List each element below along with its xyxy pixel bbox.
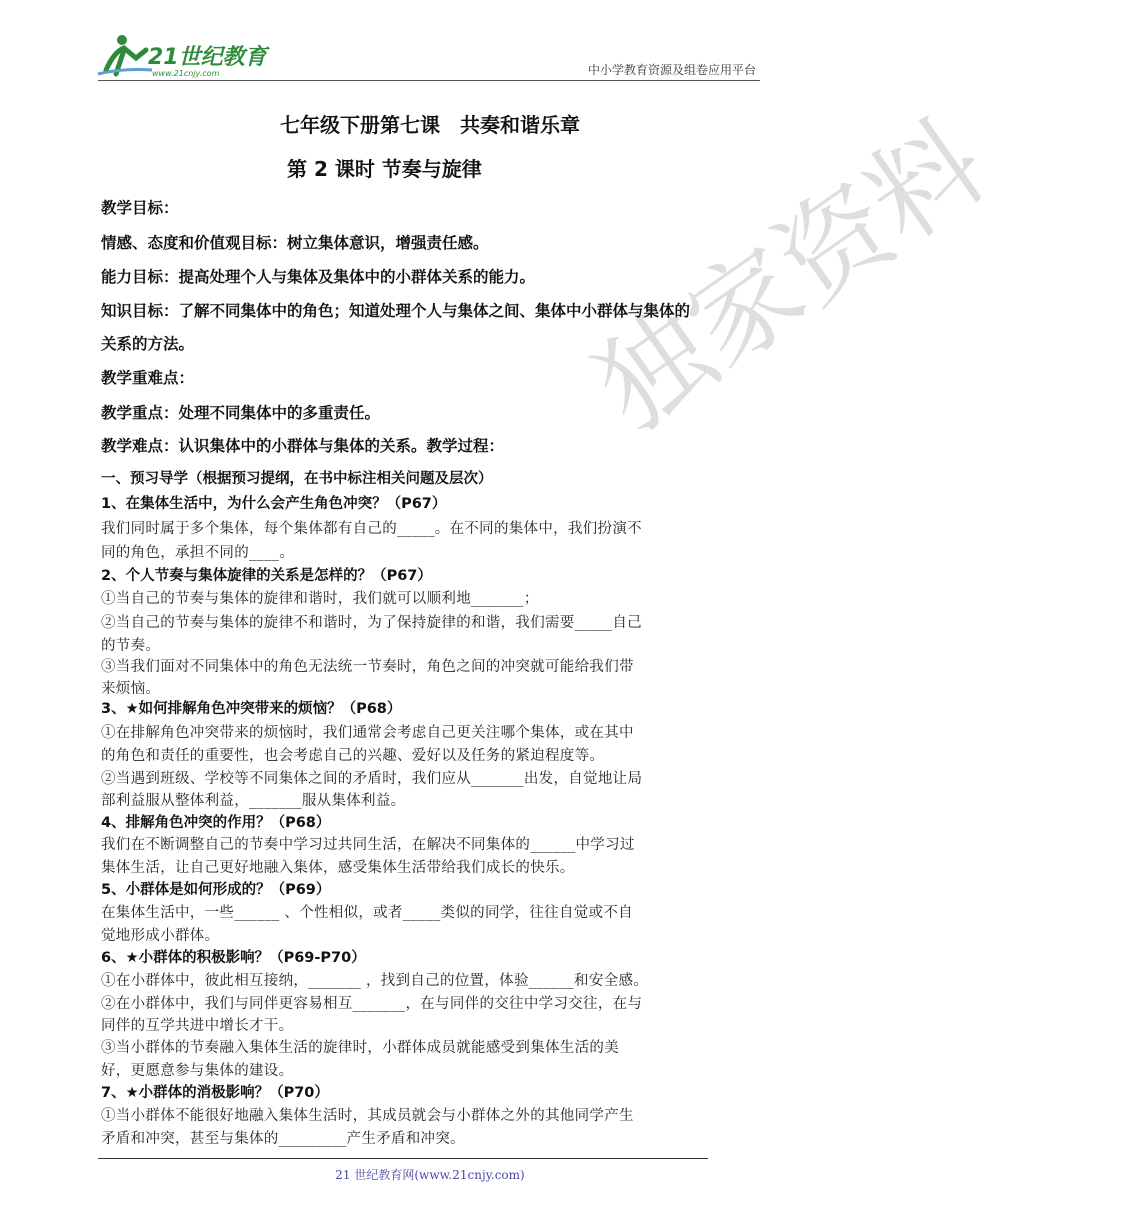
logo-graphic — [92, 30, 267, 80]
q3-line: ②当遇到班级、学校等不同集体之间的矛盾时，我们应从_______出发，自觉地让局 — [101, 771, 643, 787]
q2-line: 的节奏。 — [101, 638, 161, 654]
q6-line: ③当小群体的节奏融入集体生活的旋律时，小群体成员就能感受到集体生活的美 — [101, 1040, 619, 1056]
logo-url: www.21cnjy.com — [152, 69, 220, 78]
q3-title: 3、★如何排解角色冲突带来的烦恼？（P68） — [101, 701, 402, 717]
goal-emotion: 情感、态度和价值观目标：树立集体意识，增强责任感。 — [101, 234, 489, 252]
q4-line: 我们在不断调整自己的节奏中学习过共同生活，在解决不同集体的______中学习过 — [101, 837, 635, 853]
page-subtitle: 第 2 课时 节奏与旋律 — [287, 157, 482, 181]
q2-line: ①当自己的节奏与集体的旋律和谐时，我们就可以顺利地_______； — [101, 591, 539, 607]
q4-line: 集体生活，让自己更好地融入集体，感受集体生活带给我们成长的快乐。 — [101, 860, 575, 876]
section-heading: 一、预习导学（根据预习提纲，在书中标注相关问题及层次） — [101, 471, 493, 487]
goal-ability: 能力目标：提高处理个人与集体及集体中的小群体关系的能力。 — [101, 268, 536, 286]
goals-heading: 教学目标： — [101, 199, 179, 217]
q6-line: ②在小群体中，我们与同伴更容易相互_______，在与同伴的交往中学习交往，在与 — [101, 996, 643, 1012]
q7-line: ①当小群体不能很好地融入集体生活时，其成员就会与小群体之外的其他同学产生 — [101, 1108, 634, 1124]
site-logo — [92, 30, 267, 80]
q6-line: 同伴的互学共进中增长才干。 — [101, 1018, 294, 1034]
logo-text: 21世纪教育 — [148, 45, 267, 70]
q7-line: 矛盾和冲突，甚至与集体的_________产生矛盾和冲突。 — [101, 1131, 465, 1147]
q1-line: 我们同时属于多个集体，每个集体都有自己的_____。在不同的集体中，我们扮演不 — [101, 521, 642, 537]
q3-line: 的角色和责任的重要性，也会考虑自己的兴趣、爱好以及任务的紧迫程度等。 — [101, 748, 605, 764]
q2-line: 来烦恼。 — [101, 681, 161, 697]
q2-title: 2、个人节奏与集体旋律的关系是怎样的？（P67） — [101, 568, 432, 584]
footer-site[interactable]: 21 世纪教育网(www.21cnjy.com) — [335, 1168, 525, 1182]
header-divider — [98, 80, 760, 81]
q4-title: 4、排解角色冲突的作用？（P68） — [101, 815, 331, 831]
q5-line: 在集体生活中，一些______ 、个性相似，或者_____类似的同学，往往自觉或不自 — [101, 905, 633, 921]
q2-line: ③当我们面对不同集体中的角色无法统一节奏时，角色之间的冲突就可能给我们带 — [101, 659, 634, 675]
goal-knowledge-line1: 知识目标：了解不同集体中的角色；知道处理个人与集体之间、集体中小群体与集体的 — [101, 302, 691, 320]
key-heading: 教学重难点： — [101, 369, 195, 387]
watermark: 独家资料 — [573, 97, 1008, 455]
difficult-point: 教学难点：认识集体中的小群体与集体的关系。教学过程： — [101, 437, 505, 455]
header-platform-name: 中小学教育资源及组卷应用平台 — [587, 63, 756, 77]
q5-title: 5、小群体是如何形成的？（P69） — [101, 882, 331, 898]
q5-line: 觉地形成小群体。 — [101, 928, 220, 944]
q7-title: 7、★小群体的消极影响？（P70） — [101, 1085, 329, 1101]
q6-line: 好，更愿意参与集体的建设。 — [101, 1063, 294, 1079]
q1-title: 1、在集体生活中，为什么会产生角色冲突？（P67） — [101, 496, 447, 512]
q2-line: ②当自己的节奏与集体的旋律不和谐时，为了保持旋律的和谐，我们需要_____自己 — [101, 615, 642, 631]
page-title: 七年级下册第七课 共奏和谐乐章 — [280, 113, 580, 137]
q1-line: 同的角色，承担不同的____。 — [101, 545, 294, 561]
footer-divider — [98, 1158, 708, 1159]
q6-title: 6、★小群体的积极影响？（P69-P70） — [101, 950, 366, 966]
q3-line: 部利益服从整体利益，_______服从集体利益。 — [101, 793, 406, 809]
key-point: 教学重点：处理不同集体中的多重责任。 — [101, 404, 381, 422]
goal-knowledge-line2: 关系的方法。 — [101, 335, 195, 353]
q6-line: ①在小群体中，彼此相互接纳，_______ ，找到自己的位置，体验______和安全感。 — [101, 973, 649, 989]
q3-line: ①在排解角色冲突带来的烦恼时，我们通常会考虑自己更关注哪个集体，或在其中 — [101, 725, 634, 741]
